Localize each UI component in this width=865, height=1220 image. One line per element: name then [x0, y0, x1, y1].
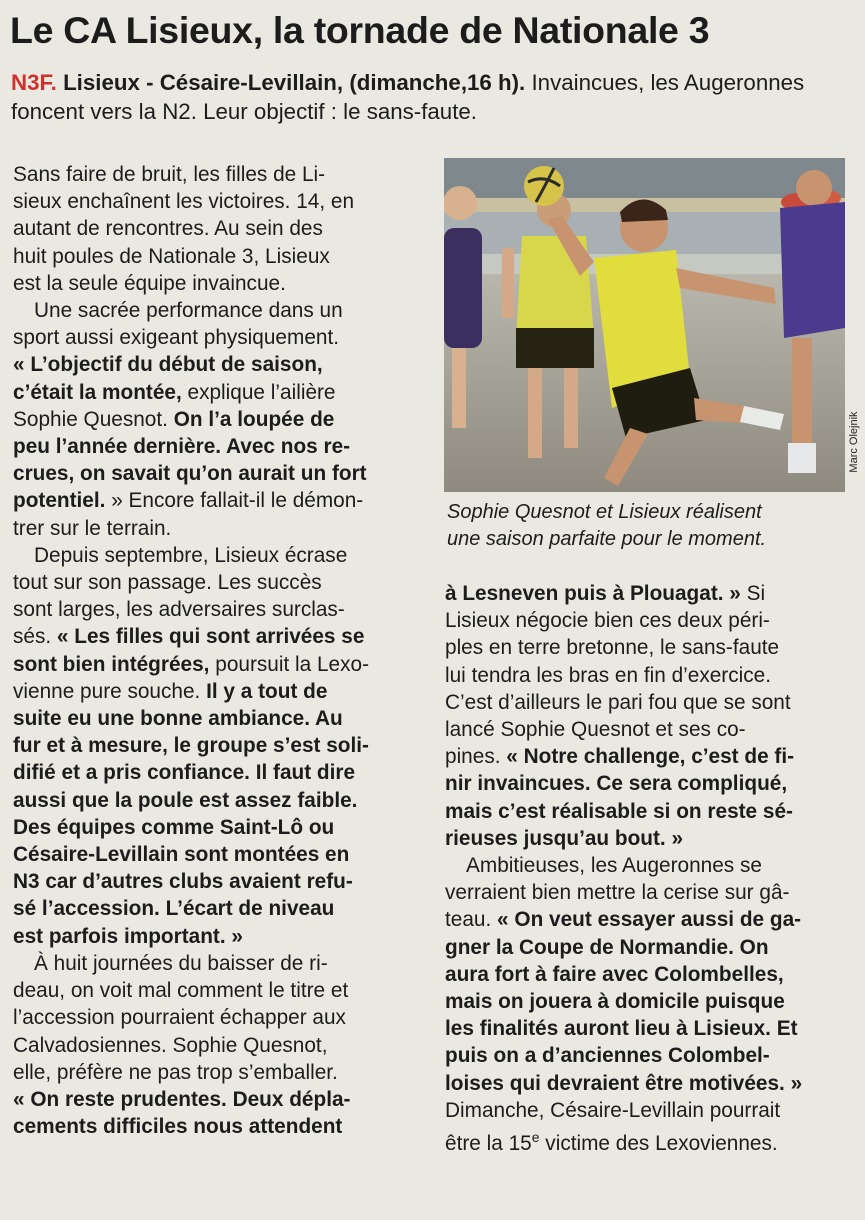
article-photo — [444, 158, 845, 492]
photo-caption — [447, 499, 847, 553]
paragraph: Ambitieuses, les Augeronnes se verraient bien mettre la cerise sur gâ- teau. « On veut essayer aussi de ga- gner la Coupe de Normandie. On aura fort à faire avec Colombelles, mais on jouera à domicile puisque les finalités auront lieu à Lisieux. Et puis on a d’anciennes Colombel- loises qui devraient être motivées. » Dimanche, Césaire-Levillain pourrait être la 15e victime des Lexoviennes. — [445, 854, 803, 1155]
paragraph: Depuis septembre, Lisieux écrase tout sur son passage. Les succès sont larges, les adversaires surclas- sés. « Les filles qui sont arrivées se sont bien intégrées, poursuit la Lexo- vienne pure souche. Il y a tout de suite eu une bonne ambiance. Au fur et à mesure, le groupe s’est soli- difié et a pris confiance. Il faut dire aussi que la poule est assez faible. Des équipes comme Saint-Lô ou Césaire-Levillain sont montées en N3 car d’autres clubs avaient refu- sé l’accession. L’écart de niveau est parfois important. » — [13, 543, 369, 948]
article-title: Le CA Lisieux, la tornade de Nationale 3 — [10, 9, 710, 51]
lead-kicker: N3F. — [11, 70, 57, 95]
paragraph: Sans faire de bruit, les filles de Li- sieux enchaînent les victoires. 14, en autant de rencontres. Au sein des huit poules de Nationale 3, Lisieux est la seule équipe invaincue. — [13, 163, 355, 295]
article-lead — [11, 68, 846, 126]
paragraph: À huit journées du baisser de ri- deau, on voit mal comment le titre et l’accession pourraient échapper aux Calvadosiennes. Sophie Quesnot, elle, préfère ne pas trop s’emballer. « On reste prudentes. Deux dépla- cements difficiles nous attendent — [13, 951, 351, 1139]
paragraph: à Lesneven puis à Plouagat. » Si Lisieux négocie bien ces deux péri- ples en terre bretonne, le sans-faute lui tendra les bras en fin d’exercice. C’est d’ailleurs le pari fou que se sont lancé Sophie Quesnot et ses co- pines. « Notre challenge, c’est de fi- nir invaincues. Ce sera compliqué, mais c’est réalisable si on reste sé- rieuses jusqu’au bout. » — [445, 582, 795, 850]
lead-match-info: Lisieux - Césaire-Levillain, (dimanche,16 h). — [63, 70, 526, 95]
photo-credit: Marc Olejnik — [848, 411, 860, 473]
left-column — [13, 161, 422, 1140]
photo-caption-text: Sophie Quesnot et Lisieux réalisent une saison parfaite pour le moment. — [447, 501, 767, 550]
paragraph: Une sacrée performance dans un sport aussi exigeant physiquement. « L’objectif du début de saison, c’était la montée, explique l’ailière Sophie Quesnot. On l’a loupée de peu l’année dernière. Avec nos re- crues, on savait qu’on aurait un fort potentiel. » Encore fallait-il le démon- trer sur le terrain. — [13, 299, 367, 540]
lead-text: Invaincues, les Augeronnes foncent vers la N2. Leur objectif : le sans-faute. — [11, 70, 805, 124]
handball-players-photo — [444, 158, 845, 492]
right-column — [445, 580, 848, 1157]
